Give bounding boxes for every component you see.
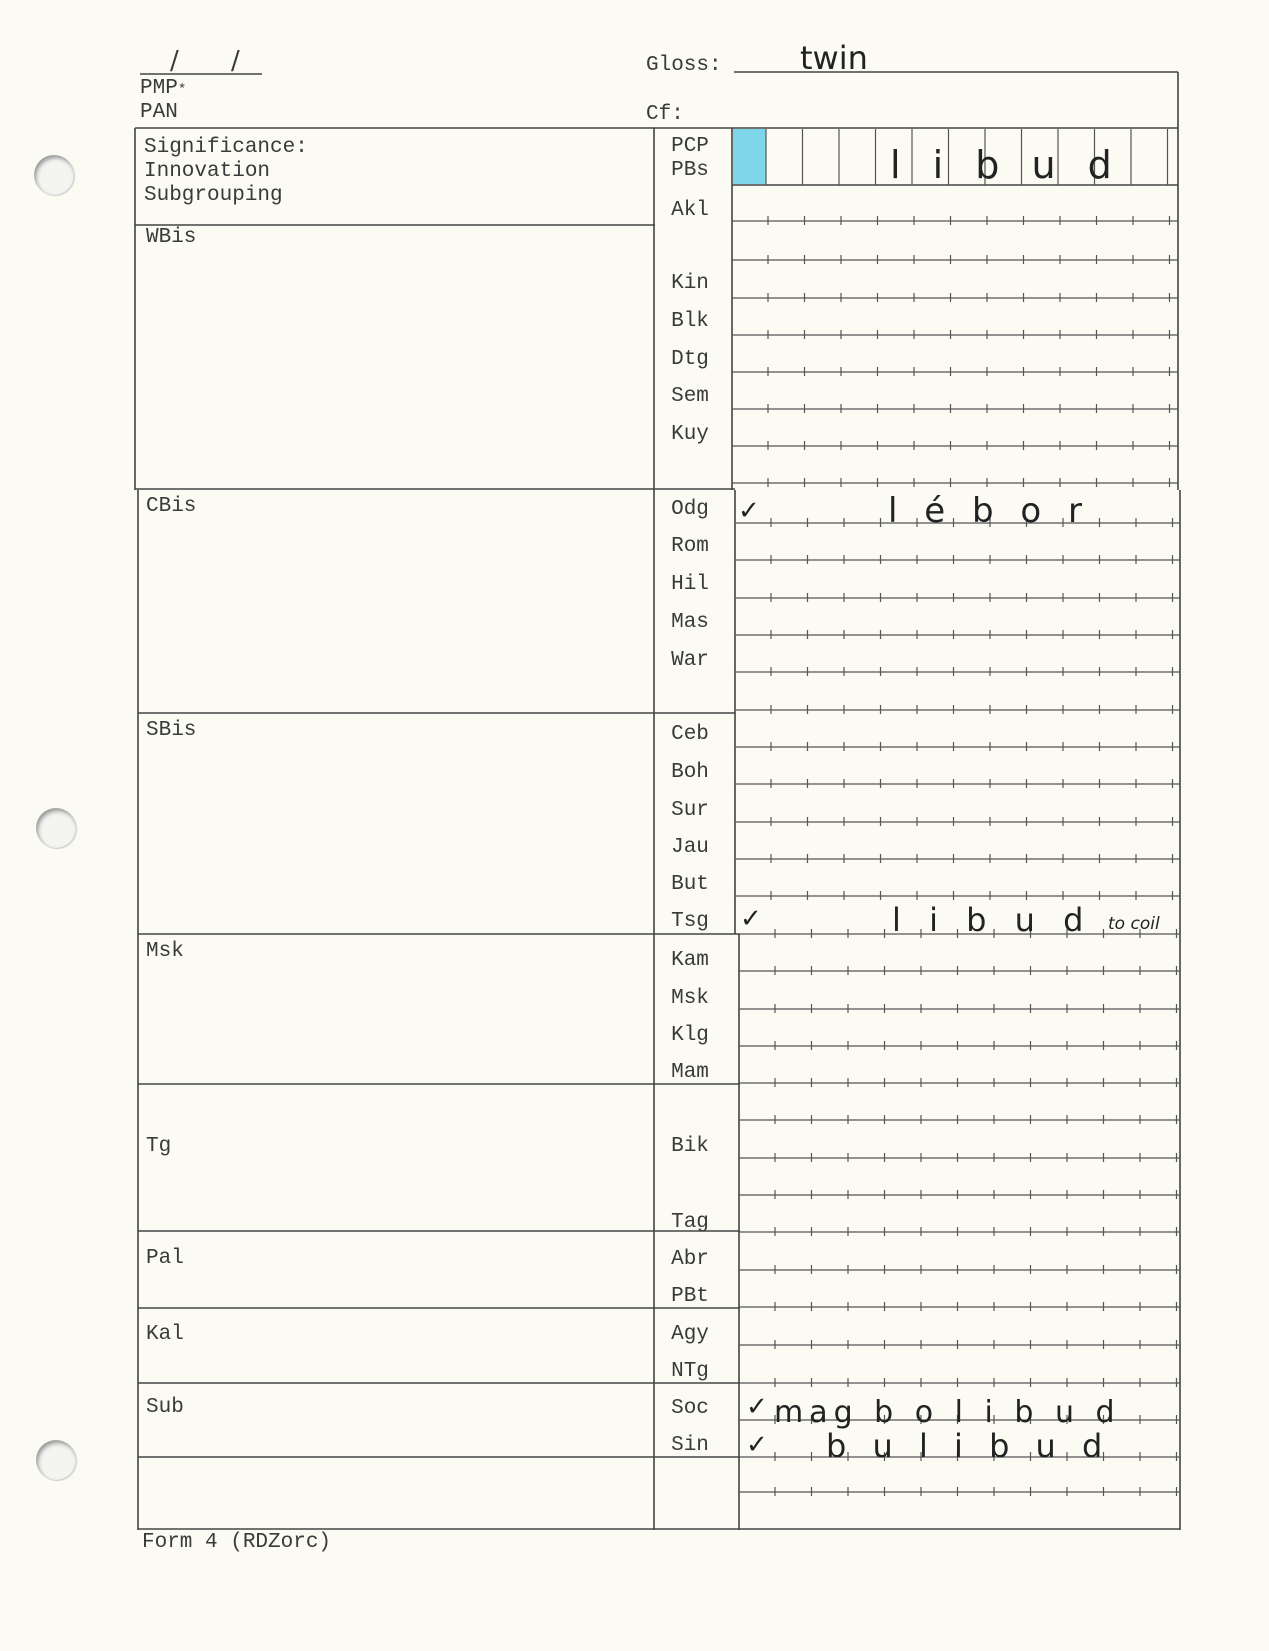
lang-akl: Akl [671, 199, 709, 222]
lang-pbs: PBs [671, 159, 709, 182]
check-soc: ✓ [746, 1392, 768, 1422]
lang-ntg: NTg [671, 1360, 709, 1383]
tsg-note: to coil [1108, 914, 1160, 934]
entry-pbs: l i b u d [890, 143, 1122, 187]
gloss-label: Gloss: [646, 54, 722, 77]
lang-sem: Sem [671, 385, 709, 408]
region-wbis: WBis [146, 226, 197, 249]
pan-label: PAN [140, 101, 178, 124]
lang-rom: Rom [671, 535, 709, 558]
entry-tsg: l i b u d [892, 901, 1093, 939]
lang-dtg: Dtg [671, 348, 709, 371]
lang-but: But [671, 873, 709, 896]
check-odg: ✓ [738, 496, 760, 526]
lang-sur: Sur [671, 799, 709, 822]
lang-jau: Jau [671, 836, 709, 859]
subgrouping-label: Subgrouping [144, 184, 283, 207]
region-pal: Pal [146, 1247, 184, 1270]
region-kal: Kal [146, 1323, 184, 1346]
entry-sin: b u l i b u d [826, 1427, 1111, 1465]
pmp-asterisk: * [177, 82, 187, 98]
region-tg: Tg [146, 1135, 172, 1158]
lang-blk: Blk [671, 310, 709, 333]
gloss-value: twin [800, 39, 868, 77]
lang-tag: Tag [671, 1211, 709, 1234]
region-sbis: SBis [146, 719, 197, 742]
lang-bik: Bik [671, 1135, 709, 1158]
lang-mas: Mas [671, 611, 709, 634]
innovation-label: Innovation [144, 160, 271, 183]
lang-boh: Boh [671, 761, 709, 784]
lang-abr: Abr [671, 1248, 709, 1271]
pcp-highlight-cell [733, 129, 766, 184]
lang-mam: Mam [671, 1061, 709, 1084]
lang-odg: Odg [671, 498, 709, 521]
lang-agy: Agy [671, 1323, 709, 1346]
lang-kin: Kin [671, 272, 709, 295]
check-tsg: ✓ [740, 904, 762, 934]
lang-hil: Hil [671, 573, 709, 596]
lang-ceb: Ceb [671, 723, 709, 746]
region-cbis: CBis [146, 495, 197, 518]
lang-war: War [671, 649, 709, 672]
entry-soc: mag b o l i b u d [774, 1395, 1121, 1430]
pmp-label: PMP* [140, 77, 187, 100]
lang-msk: Msk [671, 987, 709, 1010]
lang-sin: Sin [671, 1434, 709, 1457]
lang-kam: Kam [671, 949, 709, 972]
lang-tsg: Tsg [671, 910, 709, 933]
entry-odg: l é b o r [888, 491, 1090, 531]
region-msk: Msk [146, 940, 184, 963]
check-sin: ✓ [746, 1430, 768, 1460]
lang-pbt: PBt [671, 1285, 709, 1308]
lang-pcp: PCP [671, 135, 709, 158]
significance-title: Significance: [144, 136, 308, 159]
region-sub: Sub [146, 1396, 184, 1419]
lang-klg: Klg [671, 1024, 709, 1047]
cf-label: Cf: [646, 103, 684, 126]
lang-kuy: Kuy [671, 423, 709, 446]
date-field: / / [170, 46, 262, 76]
lang-soc: Soc [671, 1397, 709, 1420]
form-footer: Form 4 (RDZorc) [142, 1531, 332, 1554]
